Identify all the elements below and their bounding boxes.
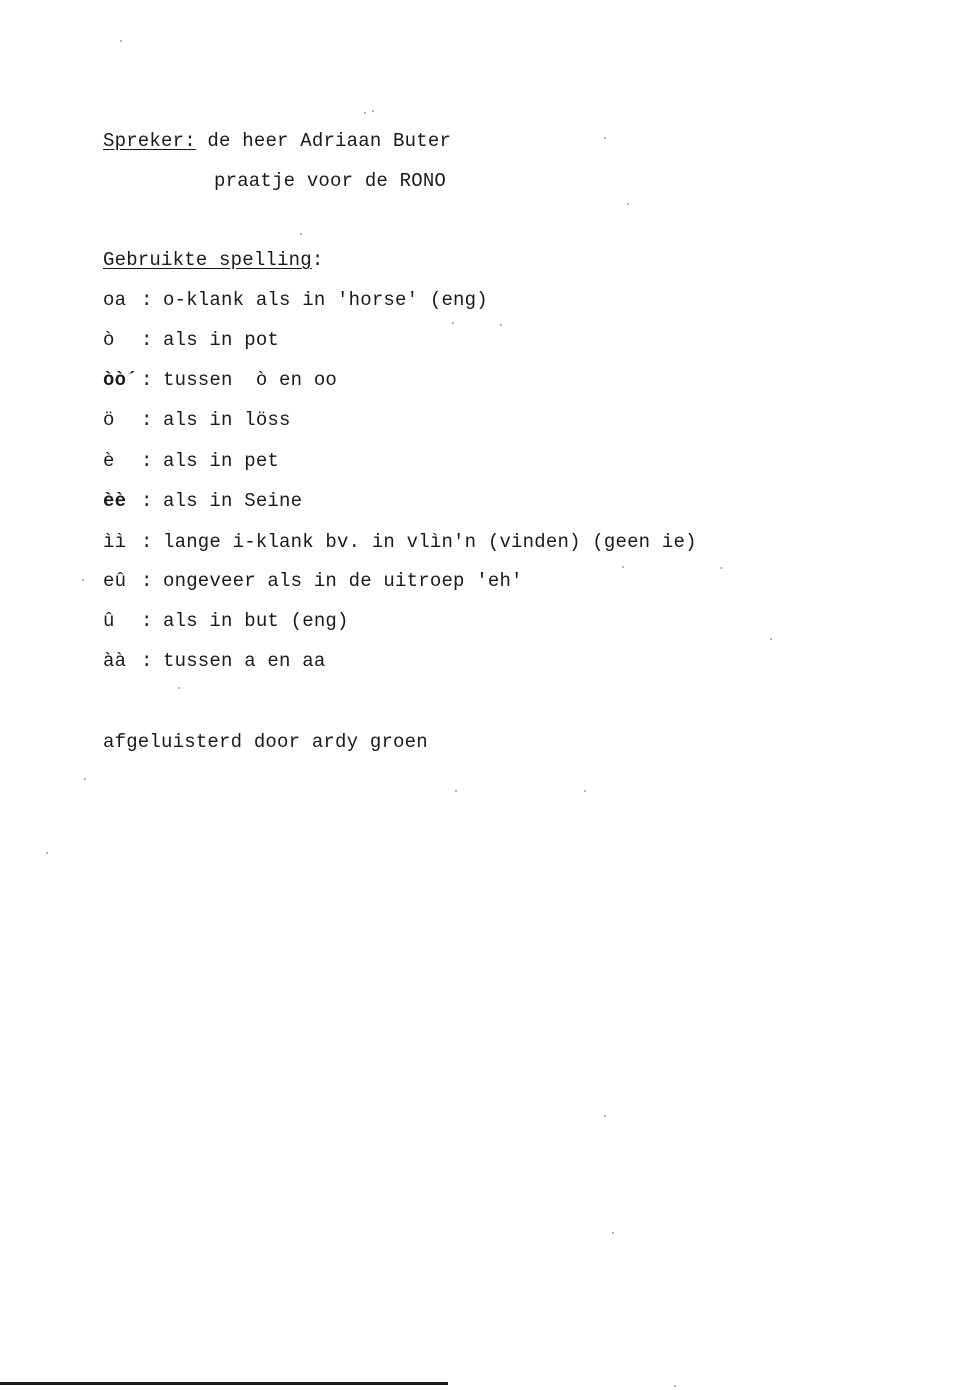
spelling-entry xyxy=(103,489,302,513)
entry-description: als in pot xyxy=(163,329,280,351)
spelling-heading-colon: : xyxy=(311,249,324,271)
entry-description: tussen ò en oo xyxy=(163,369,338,391)
scan-speck xyxy=(674,1385,676,1387)
entry-key: è xyxy=(103,450,115,472)
scan-speck xyxy=(120,40,122,42)
subtitle: praatje voor de RONO xyxy=(214,170,447,192)
scan-speck xyxy=(364,112,366,114)
spelling-heading xyxy=(103,248,323,272)
scan-speck xyxy=(604,1115,606,1117)
scan-speck xyxy=(84,778,86,780)
entry-description: ongeveer als in de uitroep 'eh' xyxy=(163,570,523,592)
entry-key: òò´ xyxy=(103,369,138,391)
entry-separator: : xyxy=(141,450,153,472)
scan-speck xyxy=(604,137,606,139)
entry-description: tussen a en aa xyxy=(163,650,326,672)
scan-speck xyxy=(584,790,586,792)
entry-separator: : xyxy=(141,650,153,672)
speaker-name: de heer Adriaan Buter xyxy=(195,130,452,152)
spelling-entry xyxy=(103,649,325,673)
entry-key: oa xyxy=(103,289,127,311)
scan-speck xyxy=(300,233,302,235)
speaker-label: Spreker: xyxy=(103,130,196,152)
entry-key: àà xyxy=(103,650,127,672)
entry-key: û xyxy=(103,610,115,632)
entry-separator: : xyxy=(141,289,153,311)
entry-separator: : xyxy=(141,409,153,431)
entry-description: o-klank als in 'horse' (eng) xyxy=(163,289,488,311)
scan-speck xyxy=(455,790,457,792)
entry-description: als in pet xyxy=(163,450,280,472)
entry-description: lange i-klank bv. in vlìn'n (vinden) (geen ie) xyxy=(163,531,697,553)
spelling-entry xyxy=(103,609,349,633)
speaker-line xyxy=(103,129,451,153)
entry-separator: : xyxy=(141,329,153,351)
entry-key: ö xyxy=(103,409,115,431)
spelling-entry xyxy=(103,368,337,392)
scan-speck xyxy=(178,687,180,689)
entry-description: als in but (eng) xyxy=(163,610,349,632)
scan-speck xyxy=(720,567,722,569)
entry-separator: : xyxy=(141,531,153,553)
spelling-heading-text: Gebruikte spelling xyxy=(103,249,312,271)
scan-speck xyxy=(627,203,629,205)
entry-key: eû xyxy=(103,570,127,592)
spelling-entry xyxy=(103,449,279,473)
scan-speck xyxy=(82,579,84,581)
spelling-entry xyxy=(103,408,291,432)
scan-speck xyxy=(452,322,454,324)
entry-key: ìì xyxy=(103,531,127,553)
footer-credit: afgeluisterd door ardy groen xyxy=(103,731,428,753)
entry-separator: : xyxy=(141,369,153,391)
scan-speck xyxy=(770,638,772,640)
entry-key: èè xyxy=(103,490,127,512)
scan-speck xyxy=(372,110,374,112)
entry-description: als in löss xyxy=(163,409,291,431)
spelling-entry xyxy=(103,288,488,312)
spelling-entry xyxy=(103,569,523,593)
bottom-rule xyxy=(0,1382,448,1385)
spelling-entry xyxy=(103,530,697,554)
scan-speck xyxy=(612,1232,614,1234)
entry-separator: : xyxy=(141,490,153,512)
entry-separator: : xyxy=(141,570,153,592)
scan-speck xyxy=(622,566,624,568)
entry-description: als in Seine xyxy=(163,490,303,512)
entry-separator: : xyxy=(141,610,153,632)
scan-speck xyxy=(46,852,48,854)
spelling-entry xyxy=(103,328,279,352)
entry-key: ò xyxy=(103,329,115,351)
scan-speck xyxy=(500,324,502,326)
